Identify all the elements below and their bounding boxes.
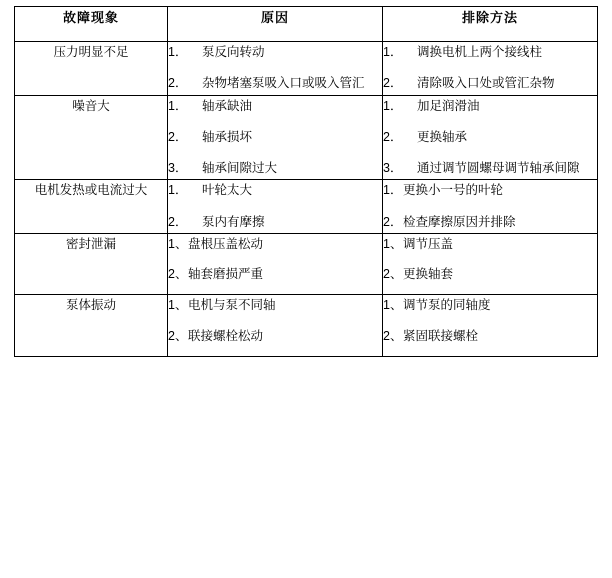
list-item-text: 通过调节圆螺母调节轴承间隙 xyxy=(417,161,580,175)
list-item-number: 1． xyxy=(168,183,188,198)
list-item-text: 调节泵的同轴度 xyxy=(403,298,491,313)
list-item xyxy=(383,158,597,179)
list-item-number: 2、 xyxy=(383,328,403,343)
list-item-number: 2． xyxy=(383,129,403,144)
list-item xyxy=(168,212,382,233)
cell-cause xyxy=(168,233,383,295)
list-item xyxy=(168,234,382,255)
list-item-text: 检查摩擦原因并排除 xyxy=(403,214,516,229)
list-item-number: 2、 xyxy=(168,328,188,343)
list-item-text: 轴承缺油 xyxy=(202,98,253,113)
list-item-text: 叶轮太大 xyxy=(202,183,253,198)
list-item xyxy=(168,295,382,316)
list-item-text: 调换电机上两个接线柱 xyxy=(417,45,543,59)
table-body xyxy=(15,42,598,357)
table-row xyxy=(15,233,598,295)
list-item xyxy=(168,73,382,94)
list-item xyxy=(383,212,597,233)
column-header-remedy: 排除方法 xyxy=(383,7,598,42)
list-item-number: 2． xyxy=(383,76,403,91)
list-item xyxy=(383,264,597,285)
table-row xyxy=(15,295,598,357)
list-item-number: 1、 xyxy=(168,298,188,313)
cell-remedy xyxy=(383,233,598,295)
list-item xyxy=(383,127,597,148)
list-item-text: 泵反向转动 xyxy=(202,45,265,59)
list-item-text: 更换小一号的叶轮 xyxy=(403,183,504,198)
list-item-text: 紧固联接螺栓 xyxy=(403,328,479,343)
fault-troubleshooting-table xyxy=(14,6,598,357)
column-header-phenomenon: 故障现象 xyxy=(15,7,168,42)
table-header xyxy=(15,7,598,42)
table-row xyxy=(15,95,598,180)
list-item xyxy=(383,326,597,347)
list-item-number: 1、 xyxy=(383,298,403,313)
list-item-number: 3． xyxy=(383,161,403,175)
cell-remedy xyxy=(383,42,598,96)
list-item-number: 1． xyxy=(168,98,188,113)
cell-remedy xyxy=(383,295,598,357)
list-item xyxy=(168,264,382,285)
list-item xyxy=(168,42,382,63)
list-item-number: 1． xyxy=(383,98,403,113)
table-row xyxy=(15,180,598,234)
list-item xyxy=(383,234,597,255)
list-item-number: 3． xyxy=(168,161,188,175)
cell-cause xyxy=(168,42,383,96)
list-item-number: 2、 xyxy=(168,267,188,281)
list-item-number: 1、 xyxy=(383,236,403,251)
list-item xyxy=(168,96,382,117)
list-item-number: 2． xyxy=(168,214,188,229)
list-item-text: 盘根压盖松动 xyxy=(188,236,264,251)
column-header-cause: 原因 xyxy=(168,7,383,42)
cell-remedy xyxy=(383,95,598,180)
list-item-number: 1、 xyxy=(168,236,188,251)
cell-phenomenon: 电机发热或电流过大 xyxy=(15,180,168,234)
list-item xyxy=(383,96,597,117)
cell-phenomenon: 密封泄漏 xyxy=(15,233,168,295)
list-item xyxy=(168,158,382,179)
list-item-number: 2． xyxy=(383,214,403,229)
cell-phenomenon: 压力明显不足 xyxy=(15,42,168,96)
table-header-row xyxy=(15,7,598,42)
list-item-number: 2、 xyxy=(383,267,403,281)
cell-remedy xyxy=(383,180,598,234)
list-item-text: 轴承损坏 xyxy=(202,129,253,144)
list-item-number: 2． xyxy=(168,76,188,91)
list-item-text: 联接螺栓松动 xyxy=(188,328,264,343)
list-item-text: 泵内有摩擦 xyxy=(202,214,265,229)
list-item-number: 1． xyxy=(383,45,403,59)
list-item xyxy=(168,326,382,347)
list-item xyxy=(383,42,597,63)
list-item xyxy=(383,180,597,201)
cell-phenomenon: 噪音大 xyxy=(15,95,168,180)
list-item xyxy=(168,127,382,148)
list-item-number: 1． xyxy=(168,45,188,59)
list-item-text: 调节压盖 xyxy=(403,236,454,251)
list-item-text: 更换轴套 xyxy=(403,267,454,281)
cell-cause xyxy=(168,95,383,180)
list-item xyxy=(168,180,382,201)
list-item-text: 加足润滑油 xyxy=(417,98,480,113)
list-item-text: 清除吸入口处或管汇杂物 xyxy=(417,76,555,91)
list-item xyxy=(383,295,597,316)
table-row xyxy=(15,42,598,96)
list-item-text: 轴套磨损严重 xyxy=(188,267,264,281)
list-item-number: 1． xyxy=(383,183,403,198)
list-item-text: 电机与泵不同轴 xyxy=(188,298,276,313)
list-item-text: 杂物堵塞泵吸入口或吸入管汇 xyxy=(202,76,365,91)
cell-phenomenon: 泵体振动 xyxy=(15,295,168,357)
list-item-text: 更换轴承 xyxy=(417,129,468,144)
list-item xyxy=(383,73,597,94)
cell-cause xyxy=(168,295,383,357)
cell-cause xyxy=(168,180,383,234)
list-item-text: 轴承间隙过大 xyxy=(202,161,278,175)
list-item-number: 2． xyxy=(168,129,188,144)
